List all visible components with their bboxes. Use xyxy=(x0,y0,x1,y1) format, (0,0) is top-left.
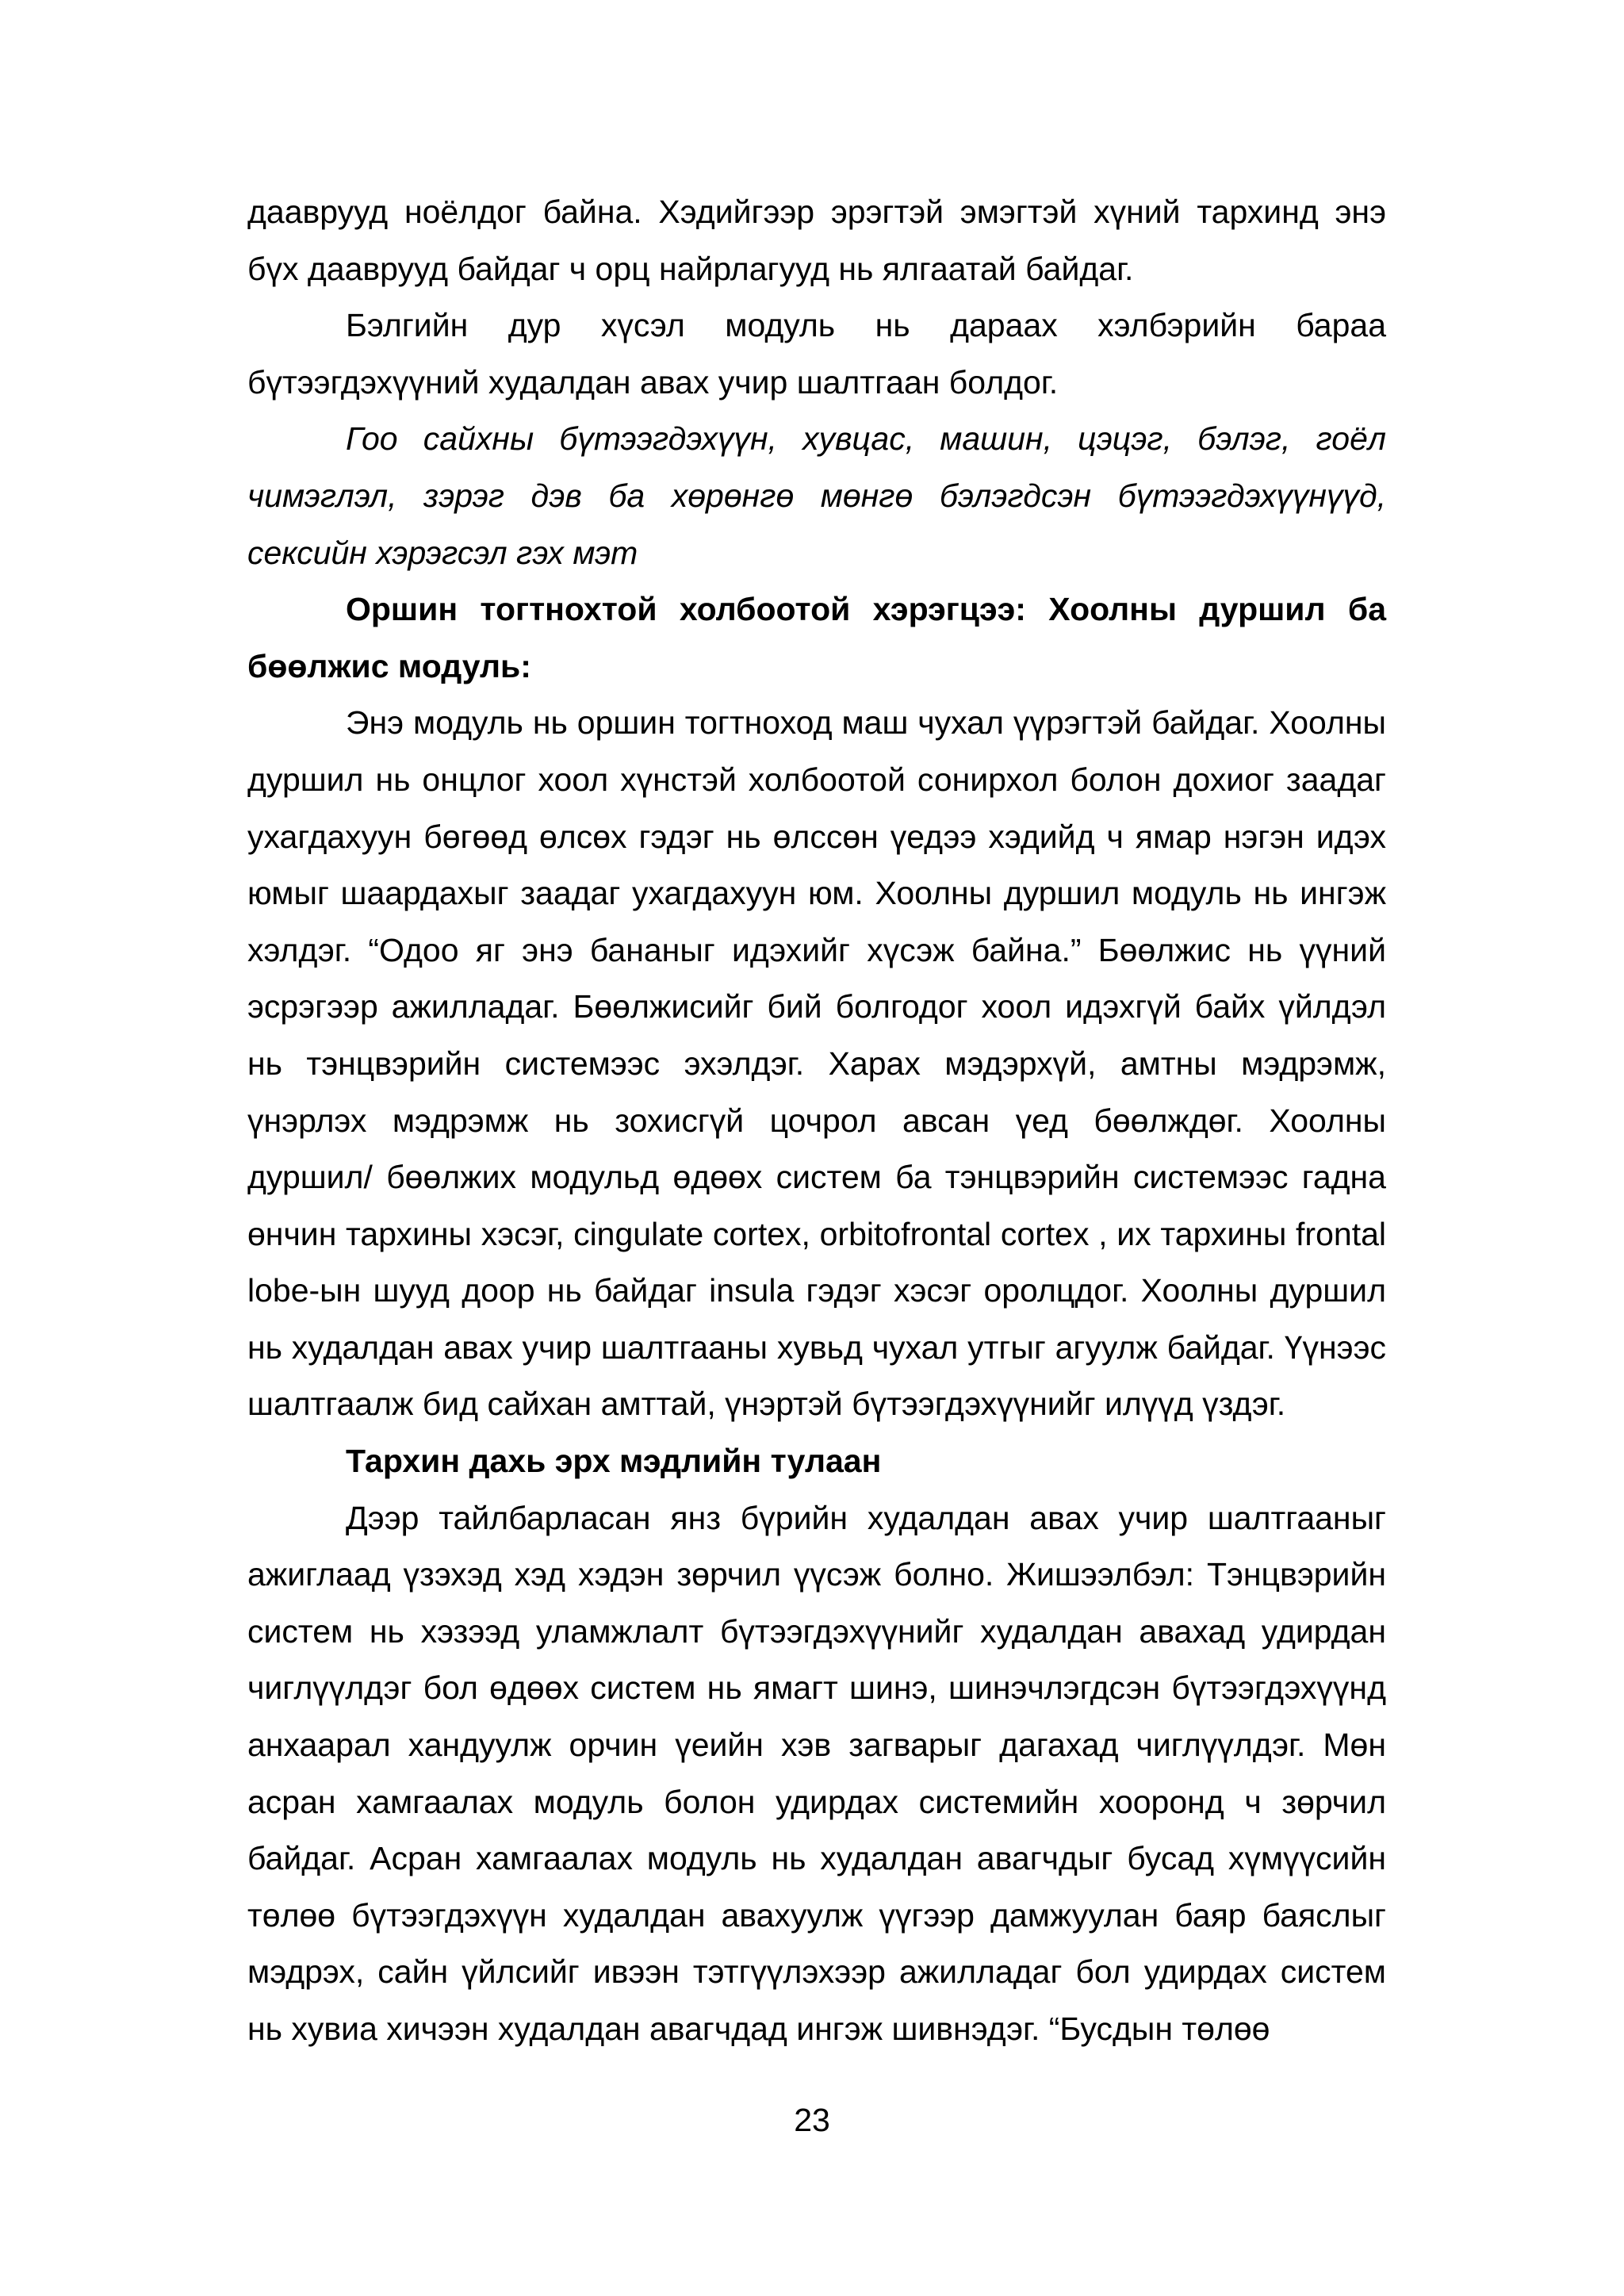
section-heading-power-struggle: Тархин дахь эрх мэдлийн тулаан xyxy=(346,1443,882,1480)
paragraph-sexual-desire-module: Бэлгийн дур хүсэл модуль нь дараах хэлбэрийн бараа бүтээгдэхүүний худалдан авах учир шалтгаан болдог. xyxy=(247,307,1386,401)
page-number: 23 xyxy=(794,2102,830,2138)
page-body xyxy=(247,184,1386,2058)
paragraph-conflicts: Дээр тайлбарласан янз бүрийн худалдан авах учир шалтгааныг ажиглаад үзэхэд хэд хэдэн зөрчил үүсэж болно. Жишээлбэл: Тэнцвэрийн систем нь хэзээд уламжлалт бүтээгдэхүүнийг худалдан авахад удирдан чиглүүлдэг бол өдөөх систем нь ямагт шинэ, шинэчлэгдсэн бүтээгдэхүүнд анхаарал хандуулж орчин үеийн хэв загварыг дагахад чиглүүлдэг. Мөн асран хамгаалах модуль болон удирдах системийн хооронд ч зөрчил байдаг. Асран хамгаалах модуль нь худалдан авагчдыг бусад хүмүүсийн төлөө бүтээгдэхүүн худалдан авахуулж үүгээр дамжуулан баяр баяслыг мэдрэх, сайн үйлсийг ивээн тэтгүүлэхээр ажилладаг бол удирдах систем нь хувиа хичээн худалдан авагчдад ингэж шивнэдэг. “Бусдын төлөө xyxy=(247,1499,1386,2047)
section-heading-survival-needs: Оршин тогтнохтой холбоотой хэрэгцээ: Хоолны дуршил ба бөөлжис модуль: xyxy=(247,591,1386,684)
paragraph-appetite-module: Энэ модуль нь оршин тогтноход маш чухал үүрэгтэй байдаг. Хоолны дуршил нь онцлог хоол хүнстэй холбоотой сонирхол болон дохиог заадаг ухагдахуун бөгөөд өлсөх гэдэг нь өлссөн үедээ хэдийд ч ямар нэгэн идэх юмыг шаардахыг заадаг ухагдахуун юм. Хоолны дуршил модуль нь ингэж хэлдэг. “Одоо яг энэ бананыг идэхийг хүсэж байна.” Бөөлжис нь үүний эсрэгээр ажилладаг. Бөөлжисийг бий болгодог хоол идэхгүй байх үйлдэл нь тэнцвэрийн системээс эхэлдэг. Харах мэдэрхүй, амтны мэдрэмж, үнэрлэх мэдрэмж нь зохисгүй цочрол авсан үед бөөлждөг. Хоолны дуршил/ бөөлжих модульд өдөөх систем ба тэнцвэрийн системээс гадна өнчин тархины хэсэг, cingulate cortex, orbitofrontal cortex , их тархины frontal lobe-ын шууд доор нь байдаг insula гэдэг хэсэг оролцдог. Хоолны дуршил нь худалдан авах учир шалтгааны хувьд чухал утгыг агуулж байдаг. Үүнээс шалтгаалж бид сайхан амттай, үнэртэй бүтээгдэхүүнийг илүүд үздэг. xyxy=(247,704,1386,1423)
paragraph-product-list: Гоо сайхны бүтээгдэхүүн, хувцас, машин, цэцэг, бэлэг, гоёл чимэглэл, зэрэг дэв ба хөрөнгө мөнгө бэлэгдсэн бүтээгдэхүүнүүд, сексийн хэрэгсэл гэх мэт xyxy=(247,420,1386,571)
paragraph-hormones-continued: дааврууд ноёлдог байна. Хэдийгээр эрэгтэй эмэгтэй хүний тархинд энэ бүх дааврууд байдаг ч орц найрлагууд нь ялгаатай байдаг. xyxy=(247,194,1386,287)
